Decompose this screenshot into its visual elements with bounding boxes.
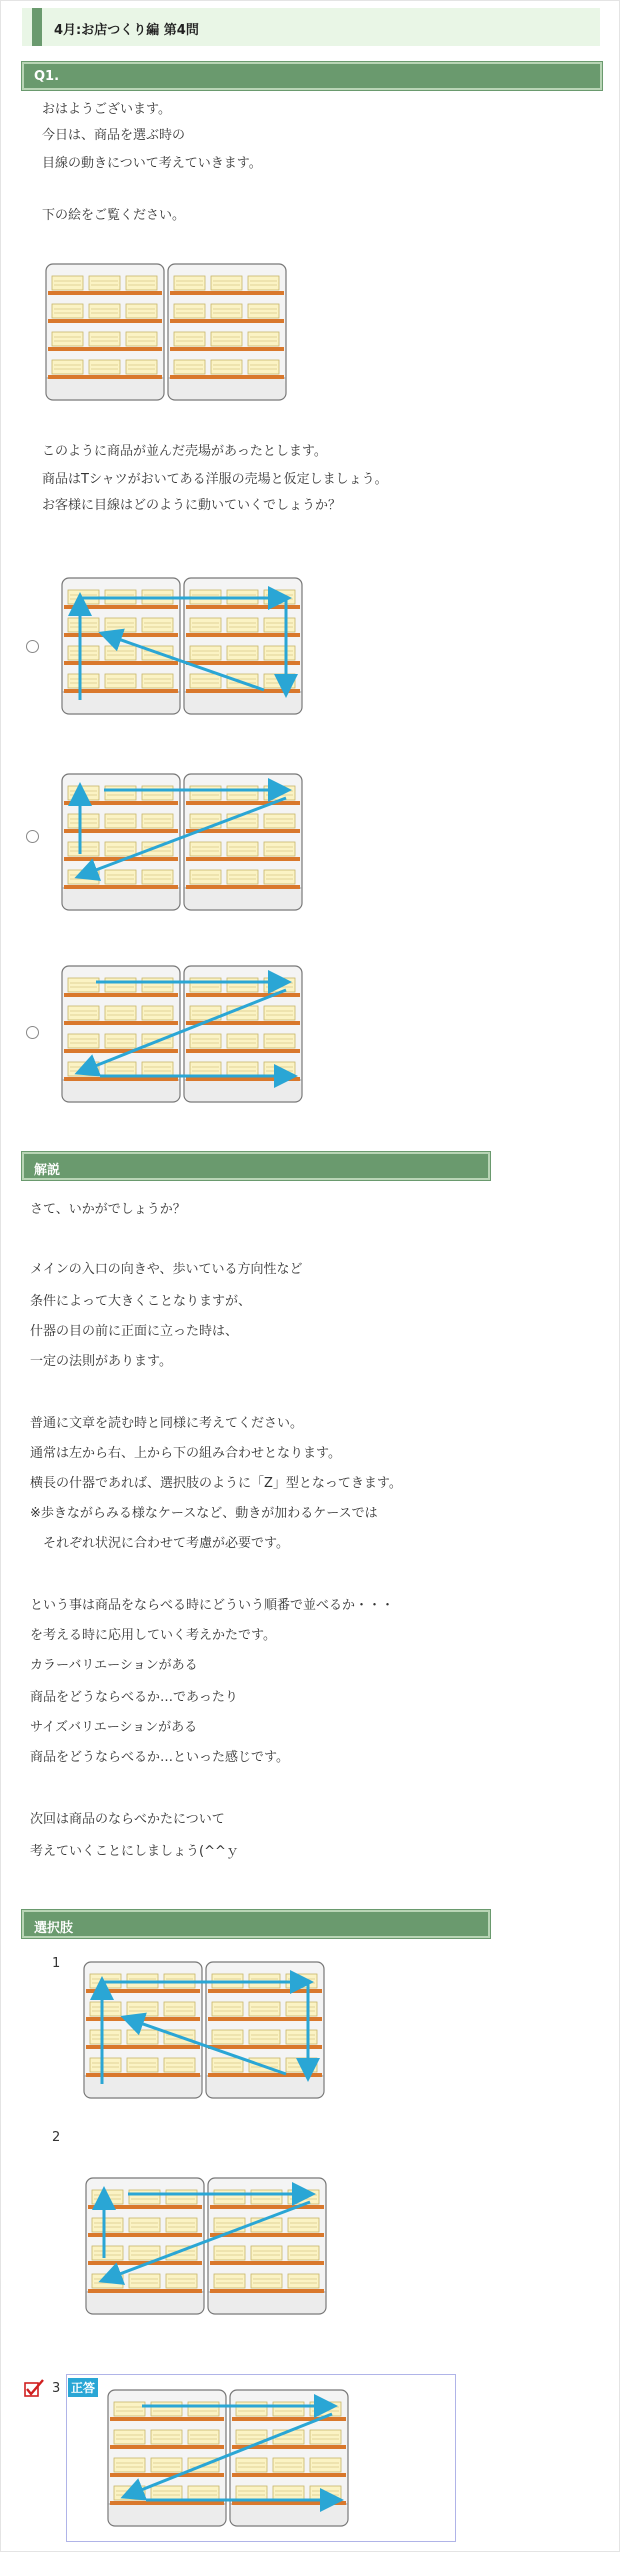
- answer-radio-2[interactable]: [26, 830, 39, 843]
- explanation-line: を考える時に応用していく考えかたです。: [30, 1628, 276, 1643]
- body-line: このように商品が並んだ売場があったとします。: [42, 444, 327, 459]
- explanation-line: 横長の什器であれば、選択肢のように「Z」型となってきます。: [30, 1476, 402, 1491]
- explanation-label: 解説: [34, 1163, 61, 1178]
- explanation-line: 考えていくことにしましょう(^^ｙ: [30, 1844, 239, 1859]
- explanation-line: 普通に文章を読む時と同様に考えてください。: [30, 1416, 304, 1431]
- explanation-line: 条件によって大きくことなりますが、: [30, 1294, 252, 1309]
- answer-option-figure-3[interactable]: [60, 964, 304, 1104]
- shelf-svg: [82, 1960, 326, 2100]
- choice-number: 1: [52, 1956, 61, 1971]
- choice-figure-2: [84, 2176, 328, 2316]
- shelf-svg: [60, 576, 304, 716]
- shelf-illustration: [44, 262, 288, 402]
- page-title: 4月:お店つくり編 第4問: [54, 23, 199, 38]
- explanation-header: [22, 1152, 490, 1180]
- body-line: お客様に目線はどのように動いていくでしょうか？: [42, 498, 342, 513]
- choices-label: 選択肢: [34, 1921, 74, 1936]
- answer-option-figure-1[interactable]: [60, 576, 304, 716]
- explanation-line: 商品をどうならべるか…といった感じです。: [30, 1750, 289, 1765]
- explanation-line: 什器の目の前に正面に立った時は、: [30, 1324, 239, 1339]
- choice-figure-3: [106, 2388, 350, 2528]
- explanation-line: 商品をどうならべるか…であったり: [30, 1690, 238, 1705]
- shelf-svg: [44, 262, 288, 402]
- choice-number: 2: [52, 2130, 61, 2145]
- correct-answer-badge: 正答: [68, 2378, 98, 2397]
- explanation-line: ※歩きながらみる様なケースなど、動きが加わるケースでは: [30, 1506, 378, 1521]
- shelf-svg: [84, 2176, 328, 2316]
- choice-number: 3: [52, 2381, 61, 2396]
- answer-radio-1[interactable]: [26, 640, 39, 653]
- explanation-line: それぞれ状況に合わせて考慮が必要です。: [30, 1536, 289, 1551]
- explanation-line: カラーバリエーションがある: [30, 1658, 198, 1673]
- explanation-line: 次回は商品のならべかたについて: [30, 1812, 225, 1827]
- explanation-line: 通常は左から右、上から下の組み合わせとなります。: [30, 1446, 341, 1461]
- answer-radio-3[interactable]: [26, 1026, 39, 1039]
- question-label: Q1.: [34, 69, 60, 84]
- choices-header: [22, 1910, 490, 1938]
- choice-figure-1: [82, 1960, 326, 2100]
- title-accent: [32, 8, 42, 46]
- explanation-line: サイズバリエーションがある: [30, 1720, 198, 1735]
- intro-line: 下の絵をご覧ください。: [42, 208, 186, 223]
- explanation-line: 一定の法則があります。: [30, 1354, 172, 1369]
- body-line: 商品はTシャツがおいてある洋服の売場と仮定しましょう。: [42, 472, 388, 487]
- correct-check-icon: [24, 2378, 46, 2398]
- shelf-svg: [106, 2388, 350, 2528]
- intro-line: 今日は、商品を選ぶ時の: [42, 128, 186, 143]
- intro-line: おはようございます。: [42, 102, 171, 117]
- page-title-bar: [22, 8, 600, 46]
- explanation-line: さて、いかがでしょうか？: [30, 1202, 186, 1217]
- shelf-svg: [60, 964, 304, 1104]
- explanation-line: という事は商品をならべる時にどういう順番で並べるか・・・: [30, 1598, 395, 1613]
- question-header: [22, 62, 602, 90]
- answer-option-figure-2[interactable]: [60, 772, 304, 912]
- shelf-svg: [60, 772, 304, 912]
- explanation-line: メインの入口の向きや、歩いている方向性など: [30, 1262, 303, 1277]
- intro-line: 目線の動きについて考えていきます。: [42, 156, 262, 171]
